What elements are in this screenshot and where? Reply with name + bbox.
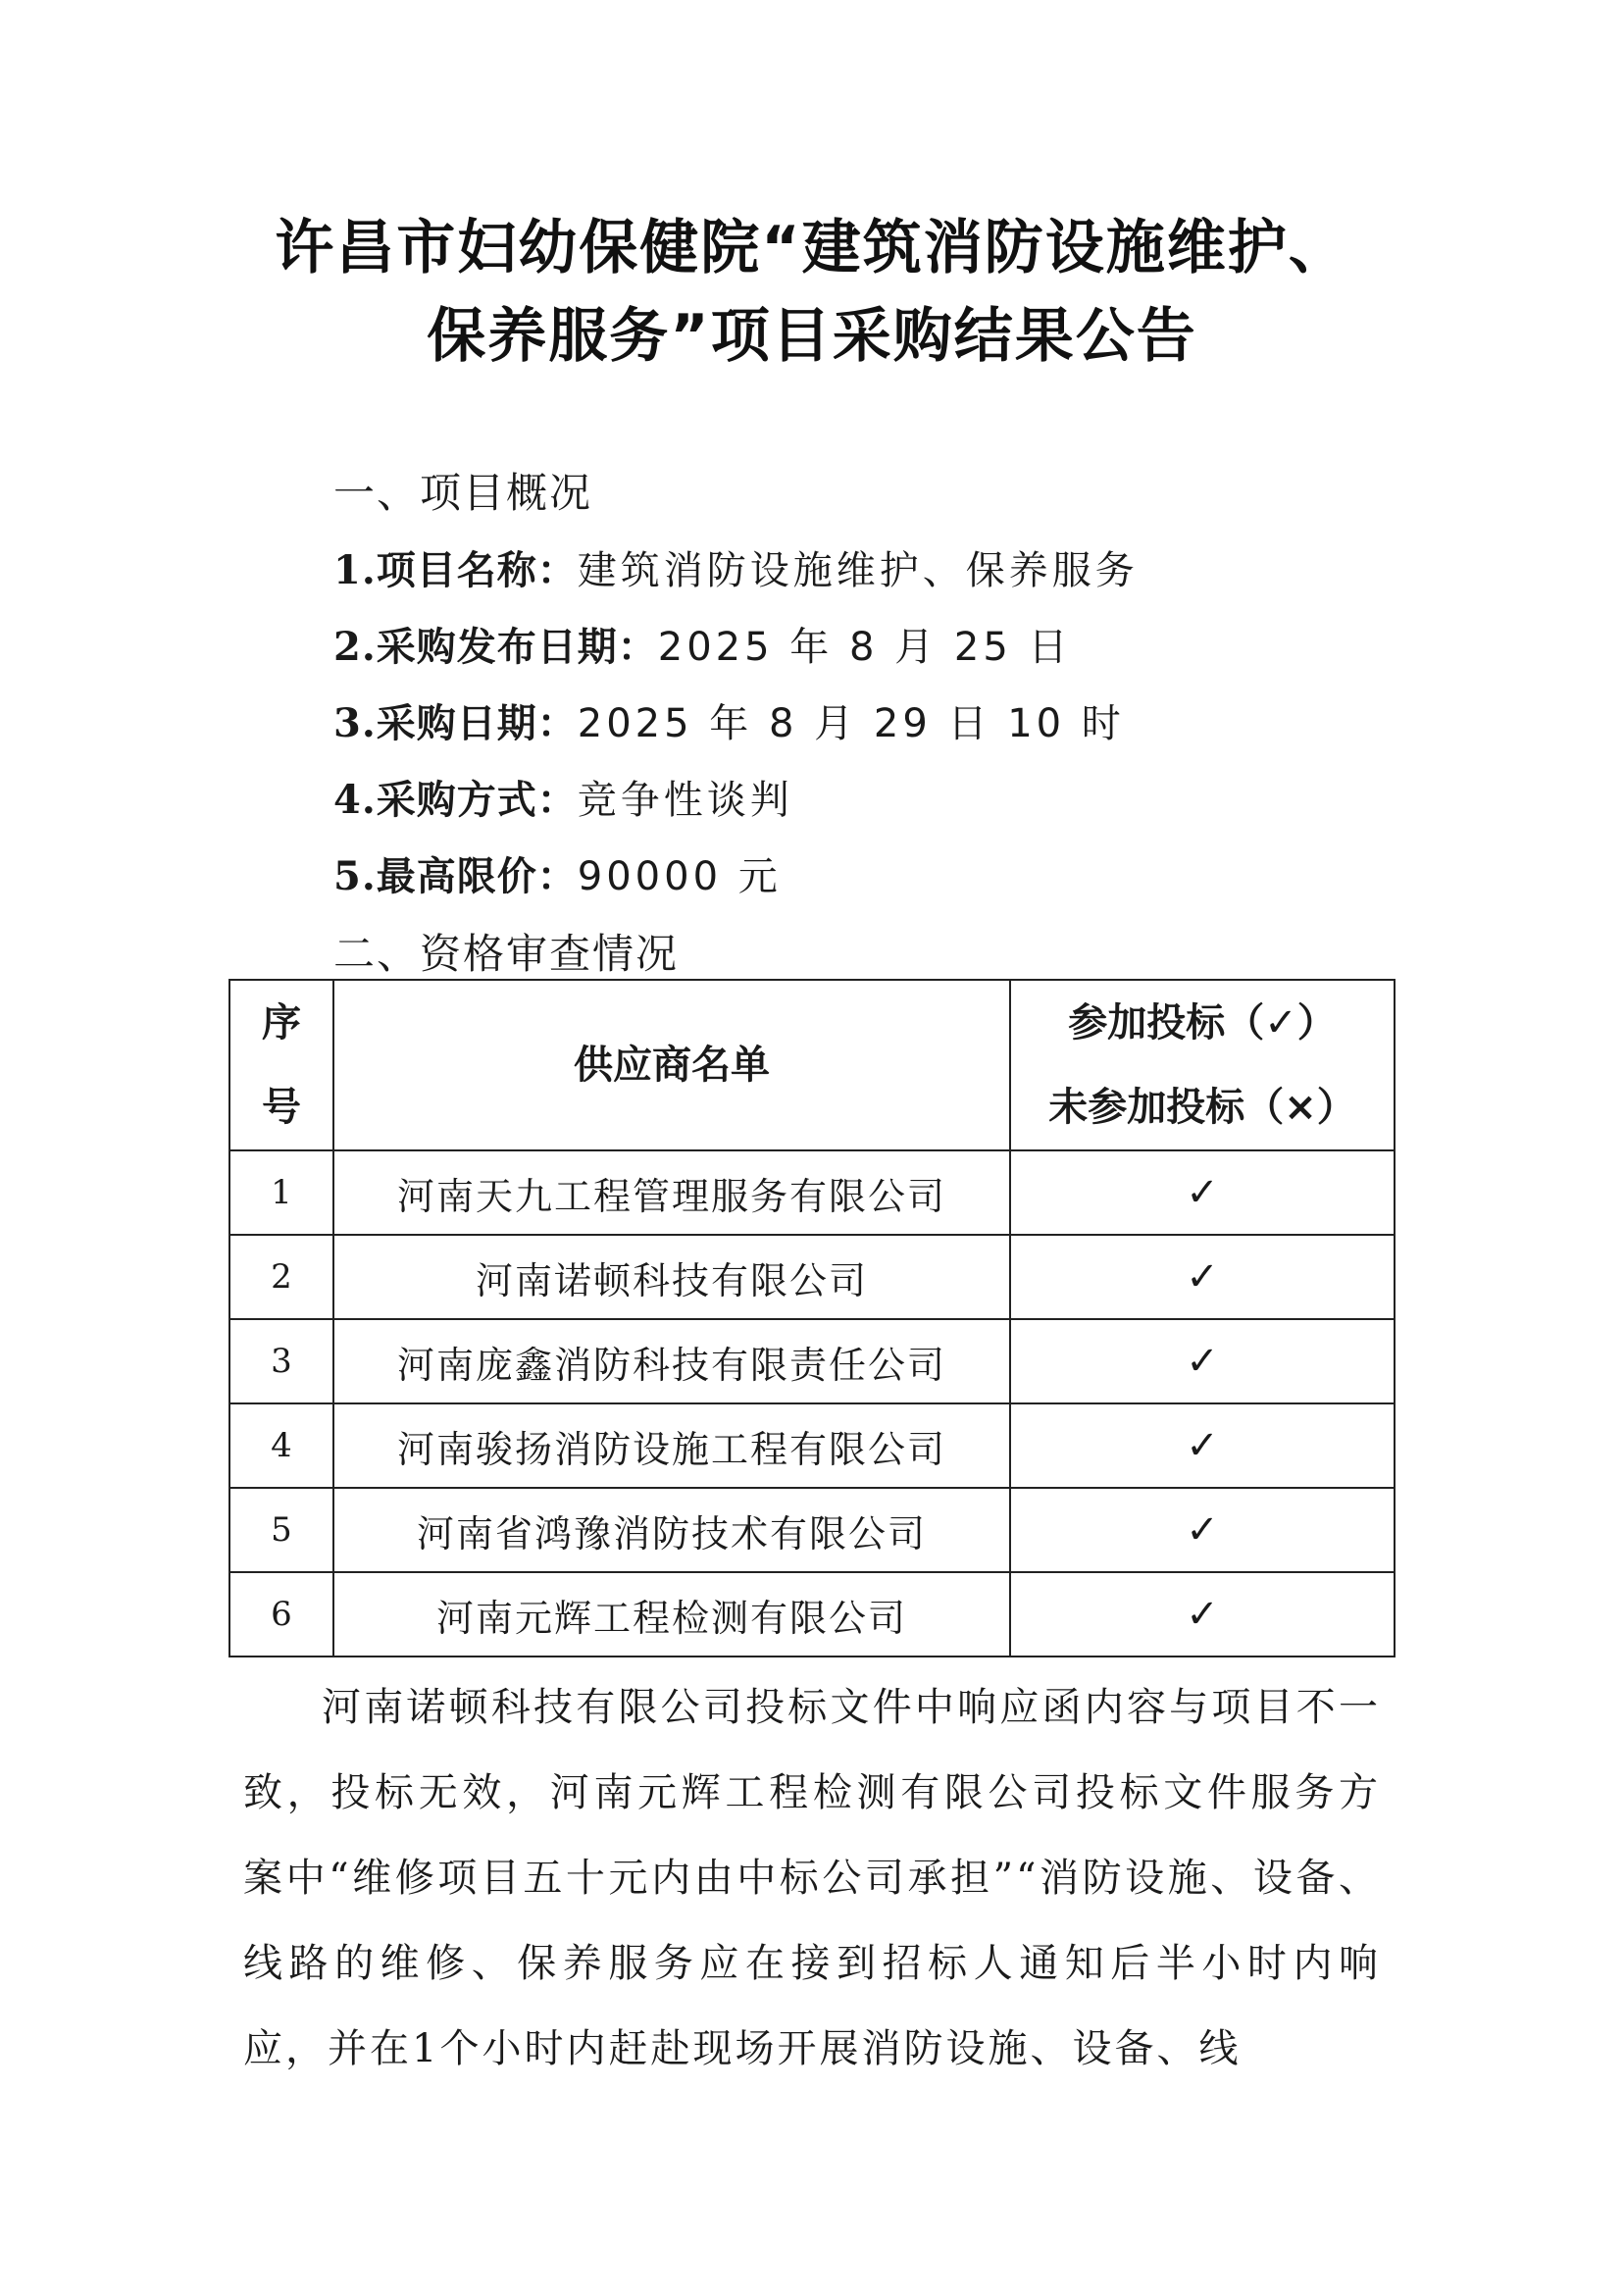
index-header bbox=[229, 980, 333, 1150]
max-price-item bbox=[333, 845, 782, 901]
item-label: 2.采购发布日期： bbox=[333, 624, 658, 670]
section-heading-qualification: 二、资格审查情况 bbox=[333, 930, 680, 978]
item-value: 竞争性谈判 bbox=[577, 778, 793, 823]
supplier-name: 河南元辉工程检测有限公司 bbox=[333, 1572, 1010, 1657]
check-mark-icon: ✓ bbox=[1010, 1319, 1395, 1403]
qualification-table bbox=[228, 979, 1396, 1657]
participation-header-line-2: 未参加投标（×） bbox=[1048, 1085, 1356, 1130]
participation-header bbox=[1010, 980, 1395, 1150]
body-paragraph: 河南诺顿科技有限公司投标文件中响应函内容与项目不一致，投标无效，河南元辉工程检测有限公司投标文件服务方案中“维修项目五十元内由中标公司承担”“消防设施、设备、线路的维修、保养服务应在接到招标人通知后半小时内响应，并在1个小时内赶赴现场开展消防设施、设备、线 bbox=[243, 1685, 1381, 2071]
check-mark-icon: ✓ bbox=[1010, 1235, 1395, 1319]
supplier-name: 河南骏扬消防设施工程有限公司 bbox=[333, 1403, 1010, 1488]
section-heading-overview: 一、项目概况 bbox=[333, 469, 593, 517]
row-index: 2 bbox=[229, 1235, 333, 1319]
item-value: 2025 年 8 月 25 日 bbox=[657, 625, 1072, 670]
procurement-date-item bbox=[333, 692, 1125, 748]
item-label: 5.最高限价： bbox=[333, 853, 578, 899]
row-index: 6 bbox=[229, 1572, 333, 1657]
check-mark-icon: ✓ bbox=[1010, 1150, 1395, 1235]
participation-header-line-1: 参加投标（✓） bbox=[1068, 1000, 1337, 1045]
supplier-name: 河南庞鑫消防科技有限责任公司 bbox=[333, 1319, 1010, 1403]
table-row bbox=[229, 1150, 1395, 1235]
item-label: 1.项目名称： bbox=[333, 547, 578, 593]
supplier-name: 河南天九工程管理服务有限公司 bbox=[333, 1150, 1010, 1235]
item-value: 2025 年 8 月 29 日 10 时 bbox=[577, 701, 1125, 746]
check-mark-icon: ✓ bbox=[1010, 1488, 1395, 1572]
row-index: 5 bbox=[229, 1488, 333, 1572]
supplier-name: 河南省鸿豫消防技术有限公司 bbox=[333, 1488, 1010, 1572]
project-name-item bbox=[333, 539, 1139, 595]
check-mark-icon: ✓ bbox=[1010, 1572, 1395, 1657]
row-index: 3 bbox=[229, 1319, 333, 1403]
table-row bbox=[229, 1235, 1395, 1319]
check-mark-icon: ✓ bbox=[1010, 1403, 1395, 1488]
document-title-line-1: 许昌市妇幼保健院“建筑消防设施维护、 bbox=[275, 214, 1349, 282]
index-header-line-1: 序 bbox=[262, 1000, 301, 1045]
supplier-name: 河南诺顿科技有限公司 bbox=[333, 1235, 1010, 1319]
supplier-header: 供应商名单 bbox=[333, 980, 1010, 1150]
document-title-line-2: 保养服务”项目采购结果公告 bbox=[427, 302, 1197, 371]
index-header-line-2: 号 bbox=[262, 1085, 301, 1130]
table-header-row bbox=[229, 980, 1395, 1150]
procurement-method-item bbox=[333, 769, 793, 825]
publish-date-item bbox=[333, 616, 1071, 672]
item-label: 3.采购日期： bbox=[333, 700, 578, 746]
row-index: 4 bbox=[229, 1403, 333, 1488]
item-value: 90000 元 bbox=[577, 854, 782, 899]
table-row bbox=[229, 1572, 1395, 1657]
item-value: 建筑消防设施维护、保养服务 bbox=[577, 548, 1139, 593]
table-row bbox=[229, 1403, 1395, 1488]
row-index: 1 bbox=[229, 1150, 333, 1235]
item-label: 4.采购方式： bbox=[333, 777, 578, 823]
table-row bbox=[229, 1319, 1395, 1403]
table-row bbox=[229, 1488, 1395, 1572]
